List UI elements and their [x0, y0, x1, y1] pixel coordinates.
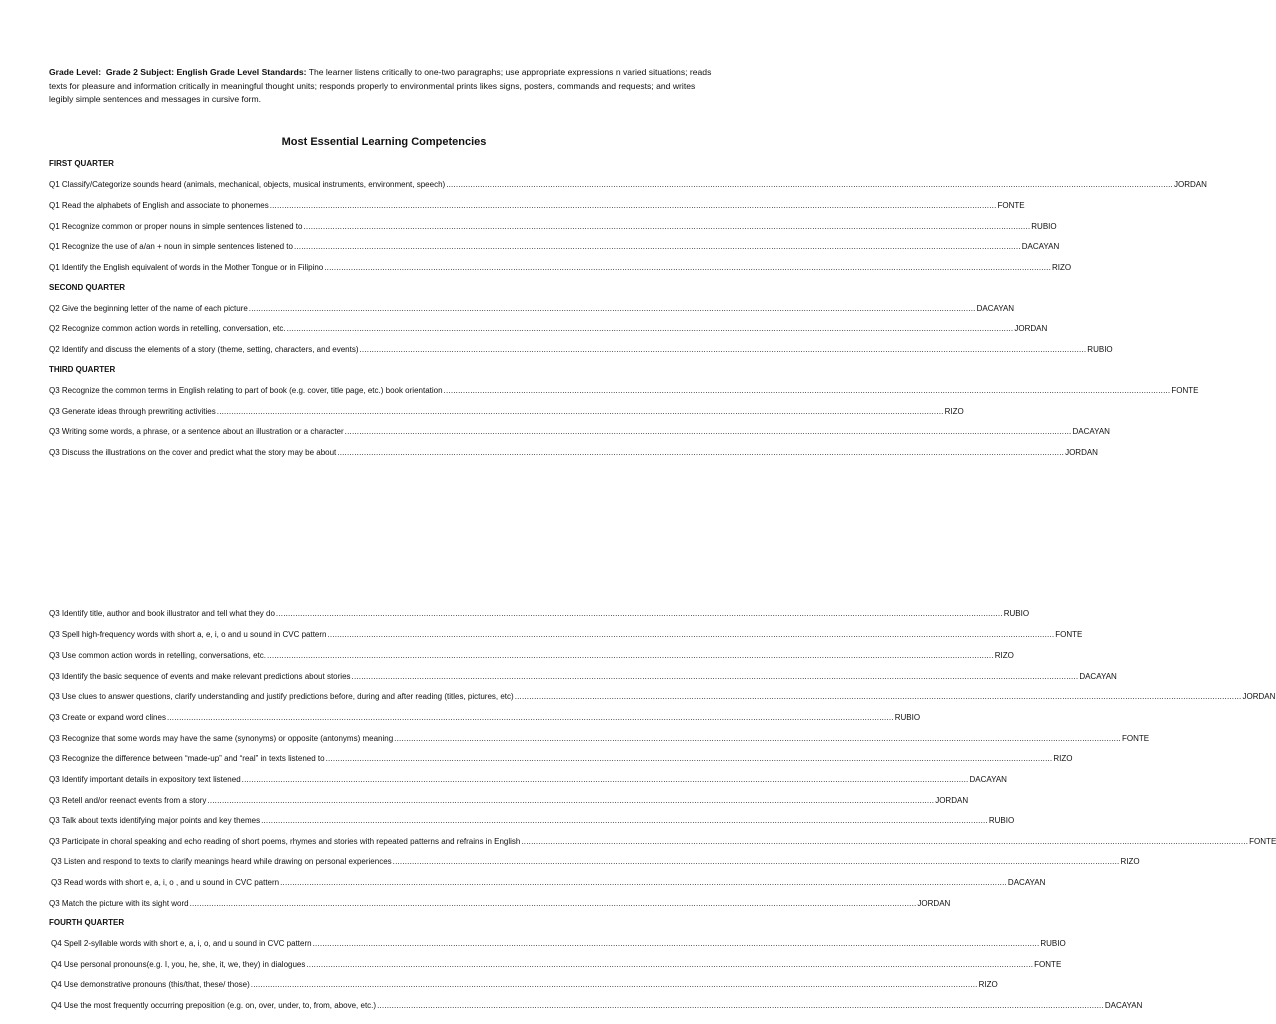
dot-leader: ............................................................................................................................................................................................................................................................................................................	[325, 754, 1053, 763]
competency-text: Q1 Identify the English equivalent of words in the Mother Tongue or in Filipino	[49, 263, 324, 272]
competency-text: Q3 Listen and respond to texts to clarify meanings heard while drawing on personal experiences	[51, 857, 392, 866]
standards-label: Grade Level Standards:	[209, 67, 307, 77]
competency-text: Q3 Identify the basic sequence of events and make relevant predictions about stories	[49, 672, 351, 681]
competency-item	[49, 692, 1276, 702]
grade-header	[49, 66, 721, 107]
quarter-heading: SECOND QUARTER	[49, 283, 126, 292]
competency-item	[49, 651, 1014, 661]
assigned-teacher: JORDAN	[935, 796, 969, 805]
assigned-teacher: RUBIO	[988, 816, 1015, 825]
page-title: Most Essential Learning Competencies	[281, 136, 487, 148]
competency-text: Q1 Classify/Categorize sounds heard (animals, mechanical, objects, musical instruments, environment, speech)	[49, 180, 446, 189]
assigned-teacher: RIZO	[1120, 857, 1140, 866]
competency-text: Q3 Match the picture with its sight word	[49, 899, 189, 908]
assigned-teacher: FONTE	[1171, 386, 1199, 395]
competency-item	[49, 899, 951, 909]
assigned-teacher: FONTE	[1055, 630, 1083, 639]
assigned-teacher: RUBIO	[894, 713, 921, 722]
assigned-teacher: DACAYAN	[976, 304, 1015, 313]
dot-leader: ............................................................................................................................................................................................................................................................................................................	[166, 713, 894, 722]
assigned-teacher: RUBIO	[1087, 345, 1113, 354]
dot-leader: ............................................................................................................................................................................................................................................................................................................	[280, 878, 1007, 887]
competency-item	[49, 222, 1057, 232]
dot-leader: ............................................................................................................................................................................................................................................................................................................	[269, 201, 997, 210]
grade-level-label: Grade Level:	[49, 67, 102, 77]
assigned-teacher: DACAYAN	[969, 775, 1007, 784]
competency-item	[51, 857, 1140, 867]
competency-text: Q3 Retell and/or reenact events from a story	[49, 796, 207, 805]
competency-item	[49, 201, 1025, 211]
assigned-teacher: RIZO	[944, 407, 964, 416]
competency-text: Q2 Identify and discuss the elements of a story (theme, setting, characters, and events)	[49, 345, 359, 354]
assigned-teacher: FONTE	[1121, 734, 1150, 743]
competency-item	[49, 180, 1207, 190]
dot-leader: ............................................................................................................................................................................................................................................................................................................	[443, 386, 1171, 395]
dot-leader: ............................................................................................................................................................................................................................................................................................................	[216, 407, 944, 416]
assigned-teacher: DACAYAN	[1079, 672, 1117, 681]
dot-leader: ............................................................................................................................................................................................................................................................................................................	[359, 345, 1087, 354]
assigned-teacher: RIZO	[994, 651, 1014, 660]
assigned-teacher: JORDAN	[1065, 448, 1098, 457]
competency-item	[49, 816, 1015, 826]
assigned-teacher: DACAYAN	[1104, 1001, 1143, 1010]
subject-value: English	[176, 67, 208, 77]
competency-text: Q3 Use clues to answer questions, clarify understanding and justify predictions before, during and after reading (titles, pictures, etc)	[49, 692, 514, 701]
dot-leader: ............................................................................................................................................................................................................................................................................................................	[306, 960, 1034, 969]
competency-item	[49, 448, 1098, 458]
competency-text: Q3 Identify important details in expository text listened	[49, 775, 241, 784]
competency-item	[49, 427, 1110, 437]
competency-text: Q3 Writing some words, a phrase, or a sentence about an illustration or a character	[49, 427, 344, 436]
competency-item	[49, 754, 1073, 764]
dot-leader: ............................................................................................................................................................................................................................................................................................................	[261, 816, 988, 825]
competency-item	[49, 734, 1150, 744]
competency-item	[51, 1001, 1143, 1011]
dot-leader: ............................................................................................................................................................................................................................................................................................................	[392, 857, 1120, 866]
competency-text: Q1 Recognize the use of a/an + noun in simple sentences listened to	[49, 242, 293, 251]
competency-text: Q3 Use common action words in retelling, conversations, etc.	[49, 651, 266, 660]
competency-item	[49, 345, 1113, 355]
dot-leader: ............................................................................................................................................................................................................................................................................................................	[266, 651, 994, 660]
assigned-teacher: JORDAN	[1014, 324, 1048, 333]
competency-text: Q3 Recognize the common terms in English relating to part of book (e.g. cover, title page, etc.) book orientation	[49, 386, 443, 395]
dot-leader: ............................................................................................................................................................................................................................................................................................................	[250, 980, 978, 989]
subject-label: Subject:	[140, 67, 175, 77]
competency-item	[49, 263, 1072, 273]
competency-text: Q4 Use the most frequently occurring preposition (e.g. on, over, under, to, from, above, etc.)	[51, 1001, 377, 1010]
competency-item	[51, 939, 1066, 949]
assigned-teacher: DACAYAN	[1007, 878, 1046, 887]
assigned-teacher: JORDAN	[917, 899, 951, 908]
quarter-heading: THIRD QUARTER	[49, 365, 116, 374]
dot-leader: ............................................................................................................................................................................................................................................................................................................	[351, 672, 1079, 681]
competency-item	[49, 242, 1060, 252]
dot-leader: ............................................................................................................................................................................................................................................................................................................	[293, 242, 1021, 251]
dot-leader: ............................................................................................................................................................................................................................................................................................................	[286, 324, 1014, 333]
competency-text: Q1 Read the alphabets of English and associate to phonemes	[49, 201, 269, 210]
competency-text: Q4 Use personal pronouns(e.g. I, you, he, she, it, we, they) in dialogues	[51, 960, 306, 969]
competency-item	[49, 713, 921, 723]
competency-text: Q3 Talk about texts identifying major points and key themes	[49, 816, 261, 825]
dot-leader: ............................................................................................................................................................................................................................................................................................................	[394, 734, 1121, 743]
competency-text: Q3 Spell high-frequency words with short a, e, i, o and u sound in CVC pattern	[49, 630, 327, 639]
competency-text: Q2 Give the beginning letter of the name of each picture	[49, 304, 248, 313]
assigned-teacher: JORDAN	[1173, 180, 1207, 189]
dot-leader: ............................................................................................................................................................................................................................................................................................................	[207, 796, 935, 805]
dot-leader: ............................................................................................................................................................................................................................................................................................................	[248, 304, 976, 313]
dot-leader: ............................................................................................................................................................................................................................................................................................................	[241, 775, 969, 784]
assigned-teacher: DACAYAN	[1021, 242, 1060, 251]
competency-item	[51, 878, 1046, 888]
quarter-heading: FIRST QUARTER	[49, 159, 114, 168]
grade-level-value: Grade 2	[105, 67, 138, 77]
competency-text: Q3 Recognize the difference between “made-up” and “real” in texts listened to	[49, 754, 325, 763]
competency-text: Q3 Participate in choral speaking and echo reading of short poems, rhymes and stories with repeated patterns and refrains in English	[49, 837, 521, 846]
competency-text: Q2 Recognize common action words in retelling, conversation, etc.	[49, 324, 286, 333]
assigned-teacher: FONTE	[1034, 960, 1062, 969]
competency-item	[49, 324, 1048, 334]
competency-text: Q4 Use demonstrative pronouns (this/that, these/ those)	[51, 980, 250, 989]
competency-text: Q4 Spell 2-syllable words with short e, a, i, o, and u sound in CVC pattern	[51, 939, 312, 948]
assigned-teacher: DACAYAN	[1072, 427, 1110, 436]
dot-leader: ............................................................................................................................................................................................................................................................................................................	[521, 837, 1249, 846]
dot-leader: ............................................................................................................................................................................................................................................................................................................	[312, 939, 1040, 948]
assigned-teacher: RIZO	[978, 980, 998, 989]
dot-leader: ............................................................................................................................................................................................................................................................................................................	[344, 427, 1072, 436]
competency-text: Q3 Create or expand word clines	[49, 713, 166, 722]
competency-text: Q1 Recognize common or proper nouns in simple sentences listened to	[49, 222, 303, 231]
dot-leader: ............................................................................................................................................................................................................................................................................................................	[275, 609, 1003, 618]
standards-text: The learner listens critically to one-two paragraphs; use appropriate expressions n varied situations; reads texts for pleasure and information critically in meaningful thought units; responds properly to environmental prints likes signs, posters, commands and requests; and writes legibly simple sentences and messages in cursive form.	[49, 67, 712, 104]
competency-item	[49, 630, 1083, 640]
dot-leader: ............................................................................................................................................................................................................................................................................................................	[324, 263, 1052, 272]
competency-item	[49, 407, 964, 417]
competency-text: Q3 Discuss the illustrations on the cover and predict what the story may be about	[49, 448, 337, 457]
competency-text: Q3 Identify title, author and book illustrator and tell what they do	[49, 609, 275, 618]
assigned-teacher: RIZO	[1052, 263, 1072, 272]
dot-leader: ............................................................................................................................................................................................................................................................................................................	[446, 180, 1173, 189]
competency-text: Q3 Read words with short e, a, i, o , and u sound in CVC pattern	[51, 878, 280, 887]
dot-leader: ............................................................................................................................................................................................................................................................................................................	[327, 630, 1055, 639]
dot-leader: ............................................................................................................................................................................................................................................................................................................	[514, 692, 1242, 701]
competency-item	[51, 960, 1062, 970]
competency-item	[49, 304, 1015, 314]
assigned-teacher: RUBIO	[1003, 609, 1030, 618]
dot-leader: ............................................................................................................................................................................................................................................................................................................	[337, 448, 1065, 457]
assigned-teacher: FONTE	[997, 201, 1025, 210]
competency-item	[51, 980, 998, 990]
competency-item	[49, 775, 1007, 785]
competency-item	[49, 386, 1199, 396]
assigned-teacher: RUBIO	[1040, 939, 1066, 948]
dot-leader: ............................................................................................................................................................................................................................................................................................................	[189, 899, 917, 908]
assigned-teacher: RUBIO	[1031, 222, 1057, 231]
competency-item	[49, 672, 1117, 682]
competency-text: Q3 Generate ideas through prewriting activities	[49, 407, 216, 416]
competency-text: Q3 Recognize that some words may have the same (synonyms) or opposite (antonyms) meaning	[49, 734, 394, 743]
dot-leader: ............................................................................................................................................................................................................................................................................................................	[377, 1001, 1104, 1010]
assigned-teacher: RIZO	[1053, 754, 1073, 763]
assigned-teacher: FONTE	[1249, 837, 1276, 846]
dot-leader: ............................................................................................................................................................................................................................................................................................................	[303, 222, 1031, 231]
quarter-heading: FOURTH QUARTER	[49, 918, 125, 927]
assigned-teacher: JORDAN	[1242, 692, 1276, 701]
competency-item	[49, 796, 969, 806]
competency-item	[49, 609, 1030, 619]
competency-item	[49, 837, 1276, 847]
